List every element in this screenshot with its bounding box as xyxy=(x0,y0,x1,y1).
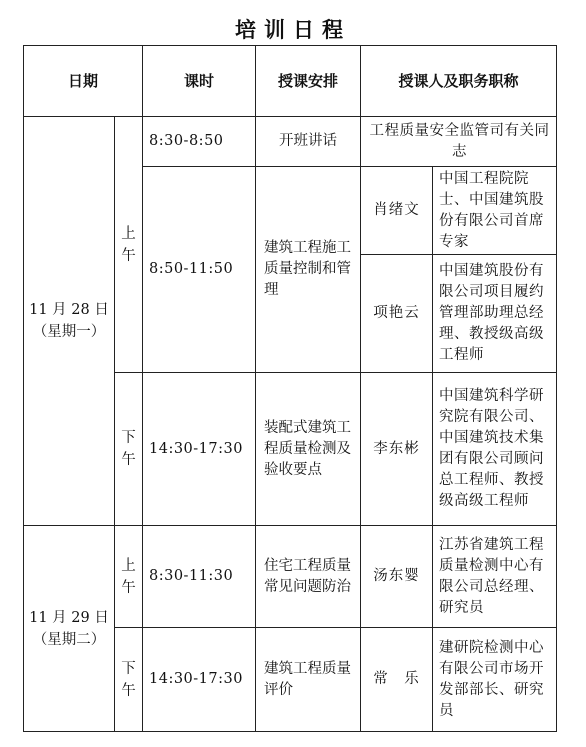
header-date: 日期 xyxy=(24,46,143,117)
topic-cell: 建筑工程施工质量控制和管理 xyxy=(256,167,361,373)
lecturer-title: 江苏省建筑工程质量检测中心有限公司总经理、研究员 xyxy=(433,526,557,628)
schedule-table xyxy=(23,45,557,732)
topic-cell: 建筑工程质量评价 xyxy=(256,628,361,732)
lecturer-title: 中国建筑科学研究院有限公司、中国建筑技术集团有限公司顾问总工程师、教授级高级工程师 xyxy=(433,373,557,526)
period-cell-pm xyxy=(115,373,143,526)
weekday-text: （星期一） xyxy=(32,324,106,340)
period-cell-am xyxy=(115,117,143,373)
lecturer-name: 项艳云 xyxy=(361,255,433,373)
period-cell-am xyxy=(115,526,143,628)
period-cell-pm xyxy=(115,628,143,732)
lecturer-name: 肖绪文 xyxy=(361,167,433,255)
time-cell: 8:30-8:50 xyxy=(143,117,256,167)
lecturer-name: 汤东婴 xyxy=(361,526,433,628)
lecturer-title: 中国工程院院士、中国建筑股份有限公司首席专家 xyxy=(433,167,557,255)
header-arrangement: 授课安排 xyxy=(256,46,361,117)
period-label: 上午 xyxy=(121,557,136,596)
weekday-text: （星期二） xyxy=(32,631,106,648)
topic-cell: 装配式建筑工程质量检测及验收要点 xyxy=(256,373,361,526)
lecturer-name: 常 乐 xyxy=(361,628,433,732)
table-row xyxy=(24,117,557,167)
time-cell: 14:30-17:30 xyxy=(143,373,256,526)
lecturer-org-cell: 工程质量安全监管司有关同志 xyxy=(361,117,557,167)
date-cell xyxy=(24,117,115,526)
time-cell: 14:30-17:30 xyxy=(143,628,256,732)
date-text: 11 月 28 日 xyxy=(29,302,109,318)
period-label: 下午 xyxy=(121,660,136,699)
header-hours: 课时 xyxy=(143,46,256,117)
page-title: 培训日程 xyxy=(235,18,351,42)
date-text: 11 月 29 日 xyxy=(29,609,109,626)
period-label: 下午 xyxy=(121,430,136,468)
period-label: 上午 xyxy=(121,225,136,264)
date-cell xyxy=(24,526,115,732)
header-lecturer: 授课人及职务职称 xyxy=(361,46,557,117)
time-cell: 8:30-11:30 xyxy=(143,526,256,628)
topic-cell: 开班讲话 xyxy=(256,117,361,167)
topic-cell: 住宅工程质量常见问题防治 xyxy=(256,526,361,628)
lecturer-title: 建研院检测中心有限公司市场开发部部长、研究员 xyxy=(433,628,557,732)
time-cell: 8:50-11:50 xyxy=(143,167,256,373)
lecturer-name: 李东彬 xyxy=(361,373,433,526)
table-row xyxy=(24,526,557,628)
header-row xyxy=(24,46,557,117)
lecturer-title: 中国建筑股份有限公司项目履约管理部助理总经理、教授级高级工程师 xyxy=(433,255,557,373)
